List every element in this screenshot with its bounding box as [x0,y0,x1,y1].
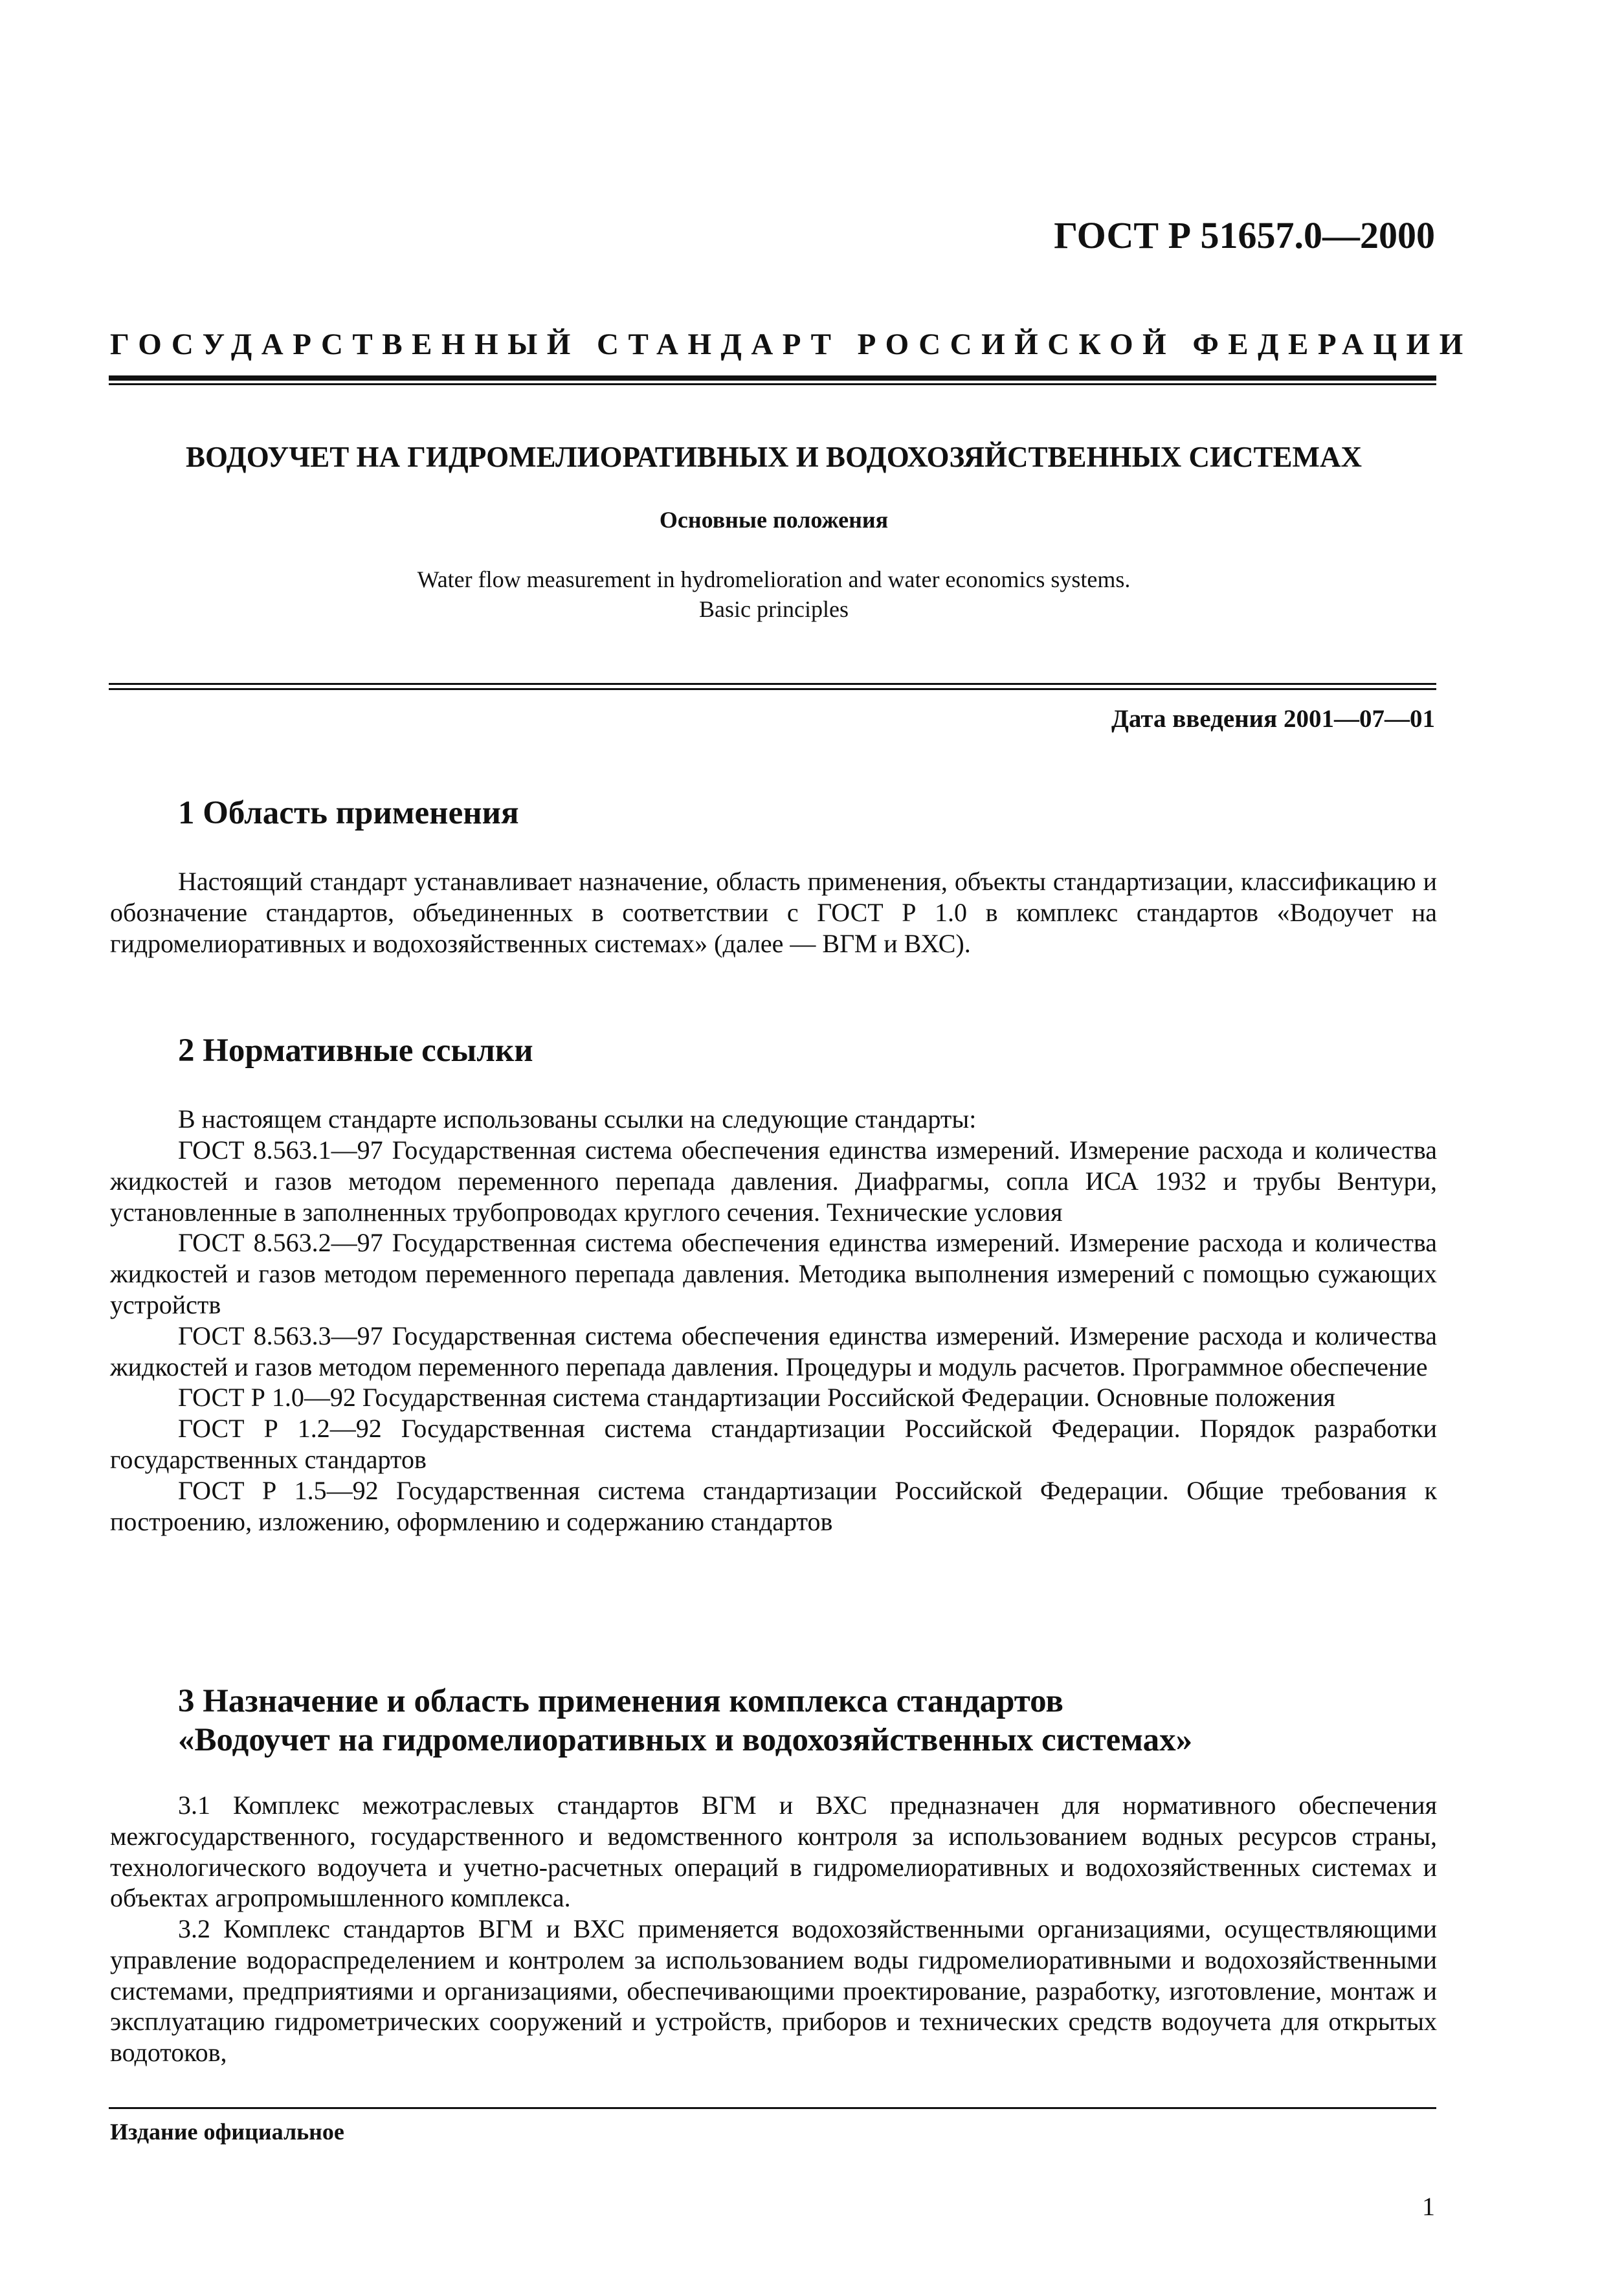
section-3-paragraph-2: 3.2 Комплекс стандартов ВГМ и ВХС применяется водохозяйственными организациями, осуществляющими управление водораспределением и контролем за использованием воды гидромелиоративными и водохозяйственными системами, предприятиями и организациями, обеспечивающими проектирование, разработку, изготовление, монтаж и эксплуатацию гидрометрических сооружений и устройств, приборов и технических средств водоучета для открытых водотоков, [110,1914,1437,2068]
title-bottom-rule-1 [109,683,1436,685]
state-standard-title: ГОСУДАРСТВЕННЫЙ СТАНДАРТ РОССИЙСКОЙ ФЕДЕРАЦИИ [110,328,1473,361]
reference-item: ГОСТ Р 1.2—92 Государственная система стандартизации Российской Федерации. Порядок разработки государственных стандартов [110,1414,1437,1474]
header-thin-rule [109,383,1436,385]
section-3-paragraph-1: 3.1 Комплекс межотраслевых стандартов ВГМ и ВХС предназначен для нормативного обеспечения межгосударственного, государственного и ведомственного контроля за использованием водных ресурсов страны, технологического водоучета и учетно-расчетных операций в гидромелиоративных и водохозяйственных системах и объектах агропромышленного комплекса. [110,1791,1437,1913]
introduction-date: Дата введения 2001—07—01 [1111,705,1435,733]
page-number: 1 [1422,2192,1435,2221]
reference-item: ГОСТ 8.563.2—97 Государственная система обеспечения единства измерений. Измерение расхода и количества жидкостей и газов методом переменного перепада давления. Методика выполнения измерений с помощью сужающих устройств [110,1228,1437,1319]
reference-item: ГОСТ 8.563.1—97 Государственная система обеспечения единства измерений. Измерение расхода и количества жидкостей и газов методом переменного перепада давления. Диафрагмы, сопла ИСА 1932 и трубы Вентури, установленные в заполненных трубопроводах круглого сечения. Технические условия [110,1135,1437,1227]
references-intro: В настоящем стандарте использованы ссылки на следующие стандарты: [178,1104,977,1133]
edition-label: Издание официальное [110,2119,344,2145]
standard-number: ГОСТ Р 51657.0—2000 [1054,214,1435,256]
document-subtitle: Основные положения [659,507,889,533]
footer-rule [109,2107,1436,2109]
section-1-heading: 1 Область применения [178,795,519,831]
english-title-line-1: Water flow measurement in hydromelioration and water economics systems. [417,566,1131,592]
reference-item: ГОСТ Р 1.0—92 Государственная система стандартизации Российской Федерации. Основные положения [178,1383,1335,1413]
reference-item: ГОСТ 8.563.3—97 Государственная система обеспечения единства измерений. Измерение расхода и количества жидкостей и газов методом переменного перепада давления. Процедуры и модуль расчетов. Программное обеспечение [110,1321,1437,1381]
title-bottom-rule-2 [109,688,1436,690]
document-main-title: ВОДОУЧЕТ НА ГИДРОМЕЛИОРАТИВНЫХ И ВОДОХОЗЯЙСТВЕННЫХ СИСТЕМАХ [186,441,1362,473]
references-list [110,1135,1437,1537]
reference-item: ГОСТ Р 1.5—92 Государственная система стандартизации Российской Федерации. Общие требования к построению, изложению, оформлению и содержанию стандартов [110,1475,1437,1536]
section-1-text: Настоящий стандарт устанавливает назначение, область применения, объекты стандартизации, классификацию и обозначение стандартов, объединенных в соответствии с ГОСТ Р 1.0 в комплекс стандартов «Водоучет на гидромелиоративных и водохозяйственных системах» (далее — ВГМ и ВХС). [110,867,1437,958]
section-2-heading: 2 Нормативные ссылки [178,1033,533,1069]
english-title-line-2: Basic principles [699,596,849,622]
section-3-heading [178,1682,1434,1759]
section-3-heading-line-1: 3 Назначение и область применения комплекса стандартов [178,1683,1063,1719]
section-3-heading-line-2: «Водоучет на гидромелиоративных и водохозяйственных системах» [178,1722,1193,1758]
header-thick-rule [109,375,1436,381]
english-title [110,564,1438,624]
